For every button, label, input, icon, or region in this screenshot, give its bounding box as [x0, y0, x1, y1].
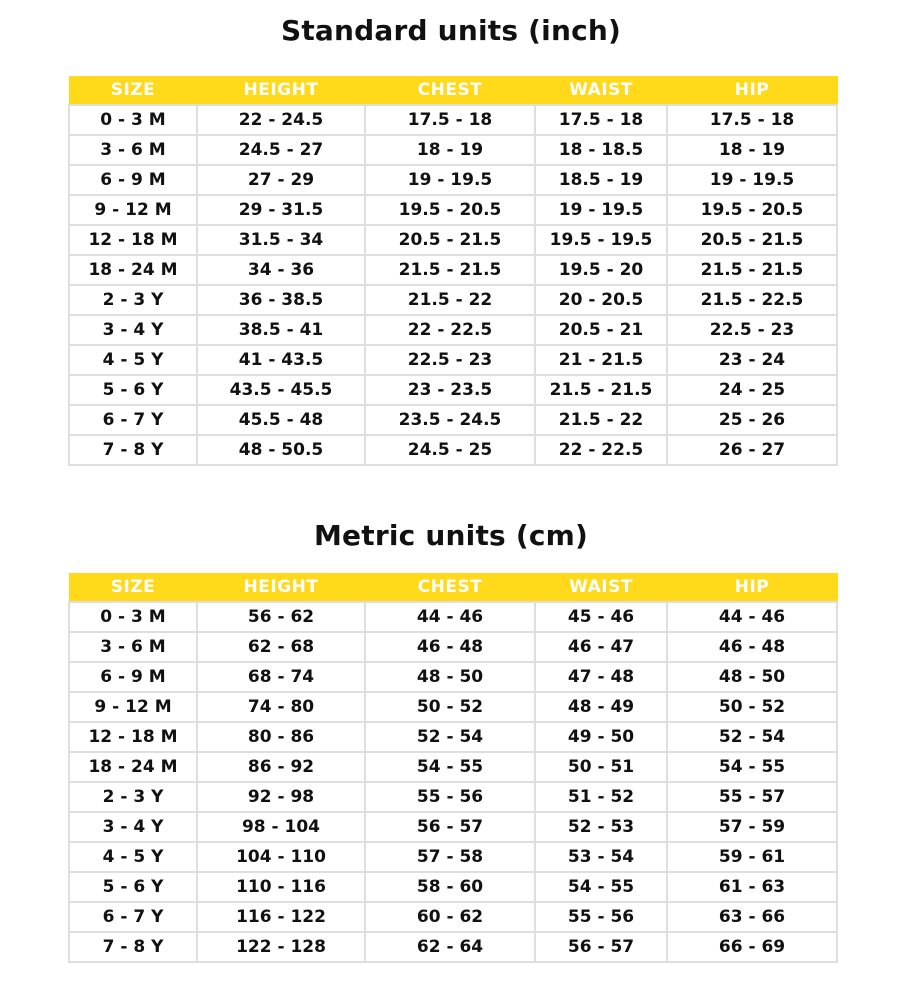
table-row — [69, 842, 837, 872]
cell-chest: 44 - 46 — [365, 602, 535, 632]
header-chest: CHEST — [365, 573, 535, 602]
cell-size: 5 - 6 Y — [69, 872, 197, 902]
cell-chest: 23 - 23.5 — [365, 375, 535, 405]
table-row — [69, 902, 837, 932]
cell-waist: 19.5 - 20 — [535, 255, 667, 285]
table-row — [69, 315, 837, 345]
cell-size: 6 - 9 M — [69, 662, 197, 692]
cell-chest: 57 - 58 — [365, 842, 535, 872]
table-row — [69, 662, 837, 692]
cell-waist: 52 - 53 — [535, 812, 667, 842]
cell-hip: 24 - 25 — [667, 375, 837, 405]
cell-size: 9 - 12 M — [69, 195, 197, 225]
cell-size: 18 - 24 M — [69, 255, 197, 285]
cell-hip: 61 - 63 — [667, 872, 837, 902]
cell-hip: 18 - 19 — [667, 135, 837, 165]
standard-units-title: Standard units (inch) — [280, 14, 622, 47]
cell-waist: 47 - 48 — [535, 662, 667, 692]
cell-height: 80 - 86 — [197, 722, 365, 752]
cell-hip: 66 - 69 — [667, 932, 837, 962]
cell-waist: 49 - 50 — [535, 722, 667, 752]
cell-hip: 19 - 19.5 — [667, 165, 837, 195]
table-header-row — [69, 573, 837, 602]
cell-size: 3 - 6 M — [69, 632, 197, 662]
cell-height: 38.5 - 41 — [197, 315, 365, 345]
cell-hip: 55 - 57 — [667, 782, 837, 812]
header-hip: HIP — [667, 573, 837, 602]
table-row — [69, 375, 837, 405]
cell-chest: 17.5 - 18 — [365, 105, 535, 135]
cell-chest: 22.5 - 23 — [365, 345, 535, 375]
cell-chest: 21.5 - 21.5 — [365, 255, 535, 285]
cell-height: 56 - 62 — [197, 602, 365, 632]
header-hip: HIP — [667, 76, 837, 105]
cell-size: 3 - 4 Y — [69, 315, 197, 345]
cell-chest: 58 - 60 — [365, 872, 535, 902]
cell-chest: 52 - 54 — [365, 722, 535, 752]
standard-table-body — [69, 105, 837, 465]
cell-height: 122 - 128 — [197, 932, 365, 962]
metric-size-table — [68, 573, 838, 963]
cell-size: 9 - 12 M — [69, 692, 197, 722]
cell-size: 12 - 18 M — [69, 225, 197, 255]
table-row — [69, 435, 837, 465]
table-row — [69, 872, 837, 902]
cell-chest: 23.5 - 24.5 — [365, 405, 535, 435]
cell-size: 6 - 9 M — [69, 165, 197, 195]
cell-chest: 60 - 62 — [365, 902, 535, 932]
cell-hip: 44 - 46 — [667, 602, 837, 632]
cell-waist: 19.5 - 19.5 — [535, 225, 667, 255]
table-row — [69, 105, 837, 135]
cell-height: 29 - 31.5 — [197, 195, 365, 225]
cell-hip: 21.5 - 21.5 — [667, 255, 837, 285]
cell-height: 43.5 - 45.5 — [197, 375, 365, 405]
table-row — [69, 782, 837, 812]
header-waist: WAIST — [535, 76, 667, 105]
cell-chest: 21.5 - 22 — [365, 285, 535, 315]
cell-hip: 20.5 - 21.5 — [667, 225, 837, 255]
cell-chest: 19.5 - 20.5 — [365, 195, 535, 225]
cell-hip: 54 - 55 — [667, 752, 837, 782]
cell-waist: 22 - 22.5 — [535, 435, 667, 465]
metric-table-body — [69, 602, 837, 962]
cell-waist: 18 - 18.5 — [535, 135, 667, 165]
cell-size: 2 - 3 Y — [69, 782, 197, 812]
cell-hip: 21.5 - 22.5 — [667, 285, 837, 315]
cell-height: 62 - 68 — [197, 632, 365, 662]
header-waist: WAIST — [535, 573, 667, 602]
cell-size: 4 - 5 Y — [69, 842, 197, 872]
cell-waist: 54 - 55 — [535, 872, 667, 902]
header-height: HEIGHT — [197, 76, 365, 105]
cell-waist: 20 - 20.5 — [535, 285, 667, 315]
metric-units-title: Metric units (cm) — [313, 519, 589, 552]
table-row — [69, 285, 837, 315]
cell-waist: 21.5 - 22 — [535, 405, 667, 435]
cell-waist: 56 - 57 — [535, 932, 667, 962]
cell-waist: 17.5 - 18 — [535, 105, 667, 135]
cell-hip: 23 - 24 — [667, 345, 837, 375]
cell-hip: 63 - 66 — [667, 902, 837, 932]
cell-size: 7 - 8 Y — [69, 435, 197, 465]
table-row — [69, 602, 837, 632]
cell-height: 41 - 43.5 — [197, 345, 365, 375]
cell-waist: 18.5 - 19 — [535, 165, 667, 195]
cell-waist: 51 - 52 — [535, 782, 667, 812]
cell-size: 4 - 5 Y — [69, 345, 197, 375]
cell-waist: 48 - 49 — [535, 692, 667, 722]
cell-waist: 21.5 - 21.5 — [535, 375, 667, 405]
cell-chest: 50 - 52 — [365, 692, 535, 722]
cell-chest: 24.5 - 25 — [365, 435, 535, 465]
cell-waist: 19 - 19.5 — [535, 195, 667, 225]
table-row — [69, 165, 837, 195]
cell-size: 0 - 3 M — [69, 105, 197, 135]
cell-waist: 55 - 56 — [535, 902, 667, 932]
cell-chest: 54 - 55 — [365, 752, 535, 782]
cell-height: 22 - 24.5 — [197, 105, 365, 135]
cell-size: 0 - 3 M — [69, 602, 197, 632]
cell-size: 12 - 18 M — [69, 722, 197, 752]
cell-waist: 50 - 51 — [535, 752, 667, 782]
cell-chest: 19 - 19.5 — [365, 165, 535, 195]
cell-chest: 20.5 - 21.5 — [365, 225, 535, 255]
cell-size: 7 - 8 Y — [69, 932, 197, 962]
header-height: HEIGHT — [197, 573, 365, 602]
standard-size-table — [68, 76, 838, 466]
cell-height: 104 - 110 — [197, 842, 365, 872]
cell-hip: 50 - 52 — [667, 692, 837, 722]
cell-height: 86 - 92 — [197, 752, 365, 782]
cell-hip: 26 - 27 — [667, 435, 837, 465]
table-row — [69, 255, 837, 285]
cell-size: 3 - 4 Y — [69, 812, 197, 842]
cell-hip: 19.5 - 20.5 — [667, 195, 837, 225]
table-row — [69, 752, 837, 782]
cell-height: 98 - 104 — [197, 812, 365, 842]
cell-waist: 53 - 54 — [535, 842, 667, 872]
cell-hip: 52 - 54 — [667, 722, 837, 752]
table-row — [69, 405, 837, 435]
cell-chest: 62 - 64 — [365, 932, 535, 962]
table-header-row — [69, 76, 837, 105]
cell-waist: 45 - 46 — [535, 602, 667, 632]
cell-height: 92 - 98 — [197, 782, 365, 812]
cell-chest: 46 - 48 — [365, 632, 535, 662]
cell-size: 18 - 24 M — [69, 752, 197, 782]
table-row — [69, 932, 837, 962]
cell-size: 2 - 3 Y — [69, 285, 197, 315]
cell-size: 6 - 7 Y — [69, 405, 197, 435]
table-row — [69, 632, 837, 662]
cell-hip: 25 - 26 — [667, 405, 837, 435]
cell-size: 5 - 6 Y — [69, 375, 197, 405]
cell-chest: 48 - 50 — [365, 662, 535, 692]
table-row — [69, 135, 837, 165]
header-size: SIZE — [69, 76, 197, 105]
cell-waist: 21 - 21.5 — [535, 345, 667, 375]
cell-chest: 56 - 57 — [365, 812, 535, 842]
cell-chest: 55 - 56 — [365, 782, 535, 812]
table-row — [69, 722, 837, 752]
cell-hip: 48 - 50 — [667, 662, 837, 692]
cell-height: 31.5 - 34 — [197, 225, 365, 255]
cell-height: 110 - 116 — [197, 872, 365, 902]
cell-chest: 22 - 22.5 — [365, 315, 535, 345]
cell-hip: 22.5 - 23 — [667, 315, 837, 345]
cell-size: 6 - 7 Y — [69, 902, 197, 932]
cell-height: 48 - 50.5 — [197, 435, 365, 465]
header-chest: CHEST — [365, 76, 535, 105]
table-row — [69, 812, 837, 842]
header-size: SIZE — [69, 573, 197, 602]
cell-height: 34 - 36 — [197, 255, 365, 285]
table-row — [69, 345, 837, 375]
cell-waist: 46 - 47 — [535, 632, 667, 662]
cell-hip: 59 - 61 — [667, 842, 837, 872]
cell-size: 3 - 6 M — [69, 135, 197, 165]
cell-hip: 46 - 48 — [667, 632, 837, 662]
cell-height: 45.5 - 48 — [197, 405, 365, 435]
table-row — [69, 195, 837, 225]
cell-height: 74 - 80 — [197, 692, 365, 722]
cell-hip: 17.5 - 18 — [667, 105, 837, 135]
cell-height: 27 - 29 — [197, 165, 365, 195]
cell-chest: 18 - 19 — [365, 135, 535, 165]
cell-height: 36 - 38.5 — [197, 285, 365, 315]
cell-height: 116 - 122 — [197, 902, 365, 932]
table-row — [69, 225, 837, 255]
table-row — [69, 692, 837, 722]
cell-waist: 20.5 - 21 — [535, 315, 667, 345]
cell-height: 68 - 74 — [197, 662, 365, 692]
cell-hip: 57 - 59 — [667, 812, 837, 842]
cell-height: 24.5 - 27 — [197, 135, 365, 165]
